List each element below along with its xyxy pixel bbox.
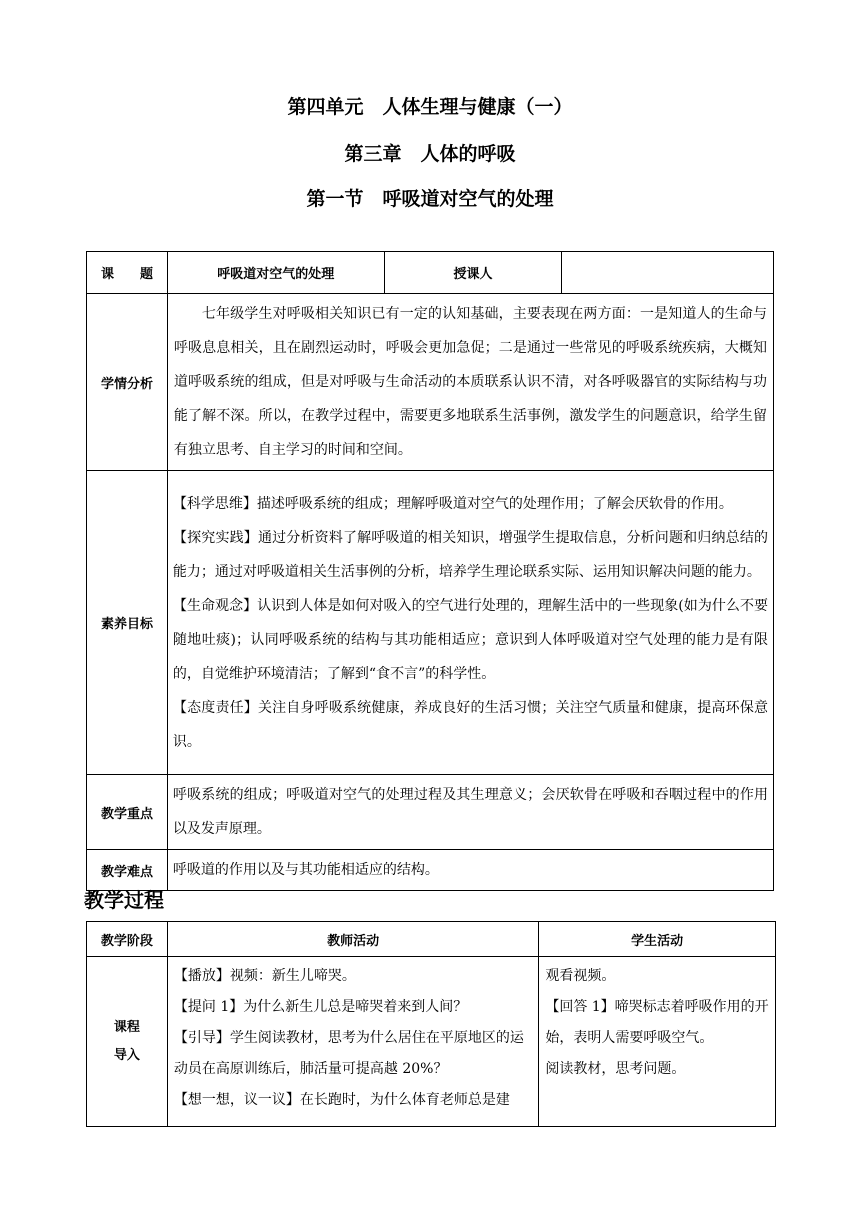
col-student-header: 学生活动 [539, 922, 776, 957]
key-text: 呼吸系统的组成；呼吸道对空气的处理过程及其生理意义；会厌软骨在呼吸和吞咽过程中的作用以及发声原理。 [167, 775, 773, 850]
process-heading: 教学过程 [84, 888, 164, 912]
student-step-3: 阅读教材，思考问题。 [545, 1061, 686, 1077]
chapter-title: 第三章 人体的呼吸 [344, 143, 516, 165]
stage-line-2: 导入 [113, 1047, 140, 1063]
teacher-step-4: 【想一想，议一议】在长跑时，为什么体育老师总是建 [173, 1092, 510, 1108]
unit-title: 第四单元 人体生理与健康（一） [287, 96, 573, 118]
analysis-text: 七年级学生对呼吸相关知识已有一定的认知基础，主要表现在两方面：一是知道人的生命与呼吸息息相关，且在剧烈运动时，呼吸会更加急促；二是通过一些常见的呼吸系统疾病，大概知道呼吸系统的组成，但是对呼吸与生命活动的本质联系认识不清，对各呼吸器官的实际结构与功能了解不深。所以，在教学过程中，需要更多地联系生活事例，激发学生的问题意识，给学生留有独立思考、自主学习的时间和空间。 [167, 294, 773, 471]
student-activity [539, 957, 776, 1127]
topic-value: 呼吸道对空气的处理 [167, 252, 384, 294]
teacher-value [562, 252, 774, 294]
goals-cell [167, 471, 773, 775]
teacher-activity [167, 957, 538, 1127]
topic-label: 课 题 [87, 252, 168, 294]
student-step-1: 观看视频。 [545, 968, 616, 984]
teacher-step-3: 【引导】学生阅读教材，思考为什么居住在平原地区的运动员在高原训练后，肺活量可提高越 20%？ [173, 1030, 524, 1077]
col-teacher-header: 教师活动 [167, 922, 538, 957]
student-step-2: 【回答 1】啼哭标志着呼吸作用的开始，表明人需要呼吸空气。 [545, 999, 769, 1046]
key-label: 教学重点 [87, 775, 168, 850]
stage-intro [87, 957, 168, 1127]
teacher-label: 授课人 [384, 252, 562, 294]
goal-thinking: 【科学思维】描述呼吸系统的组成；理解呼吸道对空气的处理作用；了解会厌软骨的作用。 [172, 495, 733, 512]
col-stage-header: 教学阶段 [87, 922, 168, 957]
section-title: 第一节 呼吸道对空气的处理 [306, 188, 554, 210]
teacher-step-1: 【播放】视频：新生儿啼哭。 [173, 968, 356, 984]
lesson-info-table [86, 251, 774, 891]
goal-attitude: 【态度责任】关注自身呼吸系统健康，养成良好的生活习惯；关注空气质量和健康，提高环保意识。 [172, 699, 768, 750]
stage-line-1: 课程 [113, 1019, 140, 1035]
goals-label: 素养目标 [87, 471, 168, 775]
goal-life: 【生命观念】认识到人体是如何对吸入的空气进行处理的，理解生活中的一些现象(如为什么不要随地吐痰)；认同呼吸系统的结构与其功能相适应；意识到人体呼吸道对空气处理的能力是有限的，自觉维护环境清洁；了解到“食不言”的科学性。 [172, 597, 768, 682]
difficulty-text: 呼吸道的作用以及与其功能相适应的结构。 [167, 850, 773, 891]
difficulty-label: 教学难点 [87, 850, 168, 891]
process-table [86, 921, 776, 1127]
teacher-step-2: 【提问 1】为什么新生儿总是啼哭着来到人间？ [173, 999, 468, 1015]
analysis-label: 学情分析 [87, 294, 168, 471]
goal-practice: 【探究实践】通过分析资料了解呼吸道的相关知识，增强学生提取信息，分析问题和归纳总结的能力；通过对呼吸道相关生活事例的分析，培养学生理论联系实际、运用知识解决问题的能力。 [172, 529, 768, 580]
